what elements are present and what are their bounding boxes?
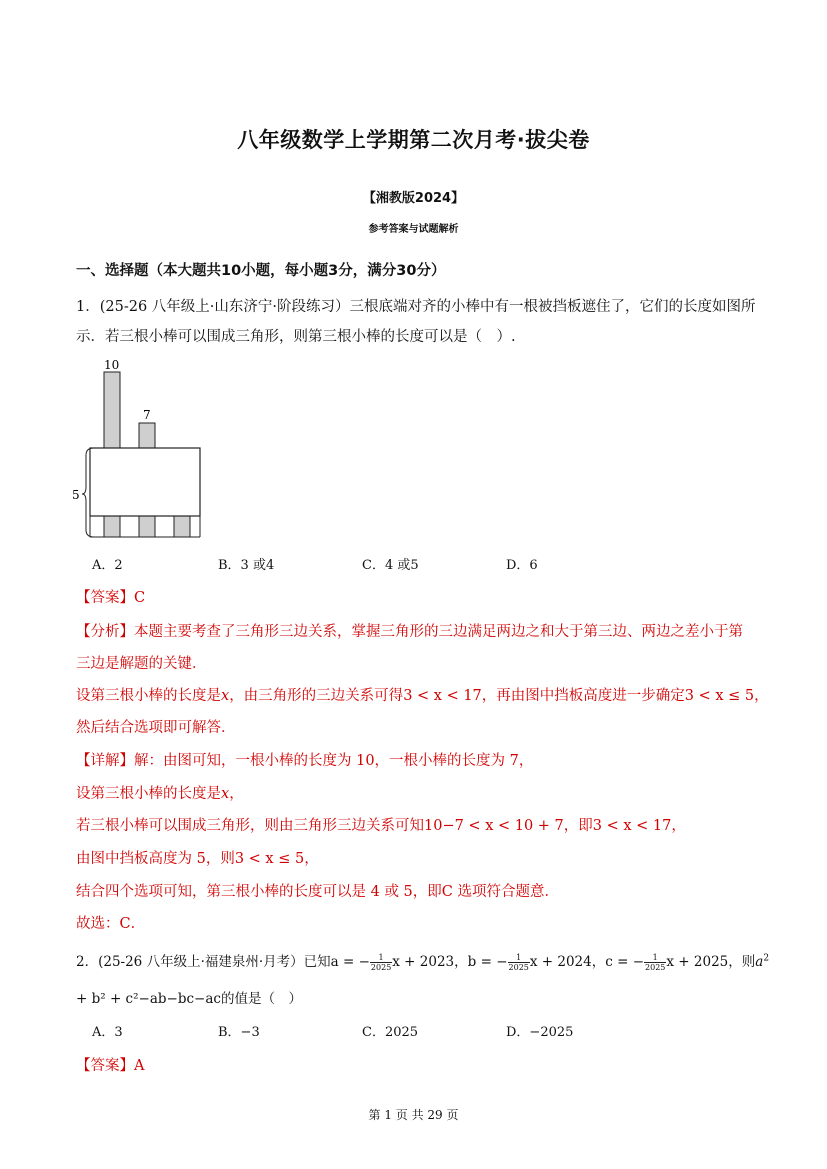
q1-analysis-line-1: 【分析】本题主要考查了三角形三边关系，掌握三角形的三边满足两边之和大于第三边、两边之差小于第 bbox=[76, 624, 743, 640]
q1-detail-line-4 bbox=[76, 847, 319, 868]
q1-detail-line-5: 结合四个选项可知，第三根小棒的长度可以是 4 或 5，即C 选项符合题意． bbox=[76, 884, 559, 900]
text: 若三根小棒可以围成三角形，则由三角形三边关系可知 bbox=[76, 818, 424, 834]
math-inequality: 3 < x < 17 bbox=[403, 688, 482, 704]
math: b = − bbox=[467, 954, 508, 970]
q1-stem-line-2: 示．若三根小棒可以围成三角形，则第三根小棒的长度可以是（ ）. bbox=[76, 329, 516, 345]
page-title: 八年级数学上学期第二次月考·拔尖卷 bbox=[237, 128, 590, 152]
frac-num: 1 bbox=[370, 953, 392, 963]
q2-stem-line-2 bbox=[76, 987, 302, 1007]
q1-sticks-figure bbox=[70, 355, 210, 540]
q1-analysis-line-4: 然后结合选项即可解答． bbox=[76, 720, 236, 736]
frac-num: 1 bbox=[644, 953, 666, 963]
fraction bbox=[370, 953, 392, 972]
q2-stem-line-1: 2．(25-26 八年级上·福建泉州·月考）已知a = − $\frac{1}{2025}$ x + 2023，b = − $\frac{1}{2025}$ x + 2024，c = − $\frac{1}{2025}$ x + 2025，则$a^2$ bbox=[76, 953, 770, 972]
q1-option-d: D．6 bbox=[506, 558, 538, 573]
math: a bbox=[755, 954, 764, 970]
math: x + 2025，则 bbox=[666, 954, 756, 970]
label-10: 10 bbox=[104, 358, 120, 372]
barrier-board bbox=[90, 448, 200, 516]
stick-hidden bbox=[174, 515, 190, 537]
math-inequality: 3 < x < 17 bbox=[592, 818, 672, 834]
q1-detail-line-3 bbox=[76, 814, 686, 835]
frac-den: 2025 bbox=[370, 963, 392, 972]
math-inequality: 3 < x ≤ 5 bbox=[684, 688, 755, 704]
math-x: x bbox=[221, 688, 230, 704]
page-subtitle: 参考答案与试题解析 bbox=[368, 224, 459, 235]
text: 由图中挡板高度为 5，则 bbox=[76, 851, 235, 867]
q2-option-a: A．3 bbox=[92, 1025, 123, 1040]
frac-den: 2025 bbox=[508, 963, 529, 972]
label-7: 7 bbox=[143, 408, 151, 422]
text: ， bbox=[304, 851, 319, 867]
math-inequality: 10−7 < x < 10 + 7 bbox=[424, 818, 564, 834]
text: ，由三角形的三边关系可得 bbox=[229, 688, 404, 704]
text: 2．(25-26 八年级上·福建泉州·月考）已知 bbox=[76, 954, 331, 970]
text: ，再由图中挡板高度进一步确定 bbox=[481, 688, 685, 704]
q1-stem-line-1: 1．(25-26 八年级上·山东济宁·阶段练习）三根底端对齐的小棒中有一根被挡板遮住了，它们的长度如图所 bbox=[76, 299, 756, 315]
text: ， bbox=[229, 786, 244, 802]
frac-den: 2025 bbox=[645, 963, 666, 972]
math-x: x bbox=[221, 786, 230, 802]
edition-label: 【湘教版2024】 bbox=[362, 191, 465, 206]
page-footer: 第 1 页 共 29 页 bbox=[368, 1108, 459, 1122]
q1-option-c: C．4 或5 bbox=[362, 558, 419, 573]
math-inequality: 3 < x ≤ 5 bbox=[234, 851, 305, 867]
math: x + 2023， bbox=[392, 954, 468, 970]
q2-option-d: D．−2025 bbox=[506, 1025, 574, 1040]
q2-option-c: C．2025 bbox=[362, 1025, 419, 1040]
text: ， bbox=[754, 688, 769, 704]
frac-num: 1 bbox=[508, 953, 530, 963]
text: 设第三根小棒的长度是 bbox=[76, 786, 221, 802]
text: 设第三根小棒的长度是 bbox=[76, 688, 221, 704]
q1-analysis-line-2: 三边是解题的关键． bbox=[76, 656, 207, 672]
fraction bbox=[508, 953, 530, 972]
q1-conclusion: 故选：C． bbox=[76, 916, 146, 932]
math: c = − bbox=[605, 954, 645, 970]
math: a = − bbox=[330, 954, 370, 970]
q1-detail-line-1: 【详解】解：由图可知，一根小棒的长度为 10，一根小棒的长度为 7， bbox=[76, 753, 534, 769]
q2-answer: 【答案】A bbox=[76, 1058, 145, 1074]
q1-option-b: B．3 或4 bbox=[218, 558, 275, 573]
math: x + 2024， bbox=[529, 954, 606, 970]
math: + b² + c²−ab−bc−ac bbox=[76, 991, 221, 1007]
q1-answer: 【答案】C bbox=[76, 590, 146, 606]
label-5: 5 bbox=[72, 488, 80, 502]
q2-option-b: B．−3 bbox=[218, 1025, 260, 1040]
text: ，即 bbox=[563, 818, 593, 834]
fraction bbox=[644, 953, 666, 972]
q1-option-a: A．2 bbox=[92, 558, 123, 573]
text: ， bbox=[671, 818, 686, 834]
section-heading: 一、选择题（本大题共10小题，每小题3分，满分30分） bbox=[76, 263, 446, 279]
text: 的值是（ ） bbox=[220, 991, 302, 1007]
q1-detail-line-2 bbox=[76, 782, 244, 803]
q1-analysis-line-3 bbox=[76, 684, 769, 705]
